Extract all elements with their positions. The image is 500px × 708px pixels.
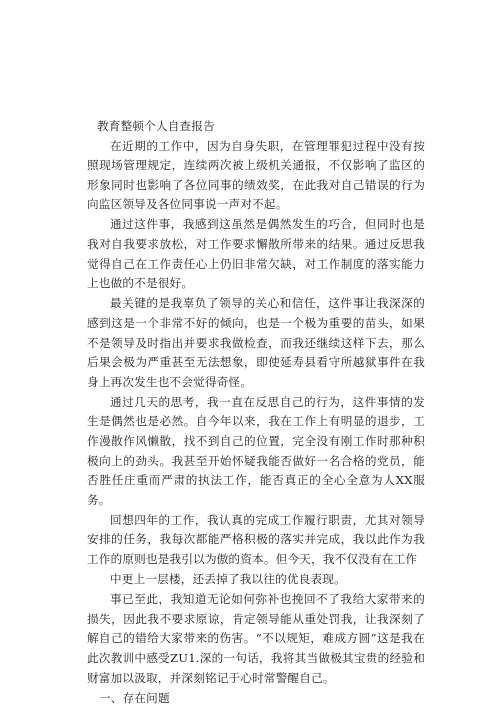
paragraph-7: 事已至此，我知道无论如何弥补也挽回不了我给大家带来的损失，因此我不要求原谅，肯定领导能从重处罚我，让我深刻了解自己的错给大家带来的伤害。“不以规矩，难成方圆”这是我在此次教训中感受ZU1.深的一句话，我将其当做极其宝贵的经验和财富加以汲取，并深刻铭记于心时常警醒自己。	[87, 592, 425, 685]
document-body	[87, 117, 425, 708]
section-heading: 一、存在问题	[99, 690, 170, 705]
paragraph-1: 在近期的工作中，因为自身失职，在管理罪犯过程中没有按照现场管理规定，连续两次被上级机关通报，不仅影响了监区的形象同时也影响了各位同事的绩效奖，在此我对自己错误的行为向监区领导及各位同事说一声对不起。	[87, 138, 425, 212]
paragraph-4: 通过几天的思考，我一直在反思自己的行为，这件事情的发生是偶然也是必然。自今年以来，我在工作上有明显的退步，工作漫散作风懒散，找不到自己的位置，完全没有刚工作时那种积极向上的劲头。我甚至开始怀疑我能否做好一名合格的党员，能否胜任庄重而严肃的执法工作，能否真正的全心全意为人XX服务。	[87, 394, 425, 507]
paragraph-6: 中更上一层楼，还丢掉了我以往的优良表现。	[110, 572, 346, 587]
paragraph-3: 最关键的是我辜负了领导的关心和信任，这件事让我深深的感到这是一个非常不好的倾向，也是一个极为重要的苗头，如果不是领导及时指出并要求我做检查，而我还继续这样下去，那么后果会极为严重甚至无法想象，即使延寿县看守所越狱事件在我身上再次发生也不会觉得奇怪。	[87, 296, 425, 389]
paragraph-2: 通过这件事，我感到这虽然是偶然发生的巧合，但同时也是我对自我要求放松，对工作要求懈散所带来的结果。通过反思我觉得自己在工作责任心上仍旧非常欠缺，对工作制度的落实能力上也做的不是很好。	[87, 217, 425, 291]
paragraph-5: 回想四年的工作，我认真的完成工作履行职责，尤其对领导安排的任务，我每次都能严格积极的落实并完成，我以此作为我工作的原则也是我引以为傲的资本。但今天，我不仅没有在工作	[87, 512, 425, 567]
document-title: 教育整顿个人自查报告	[97, 119, 215, 133]
